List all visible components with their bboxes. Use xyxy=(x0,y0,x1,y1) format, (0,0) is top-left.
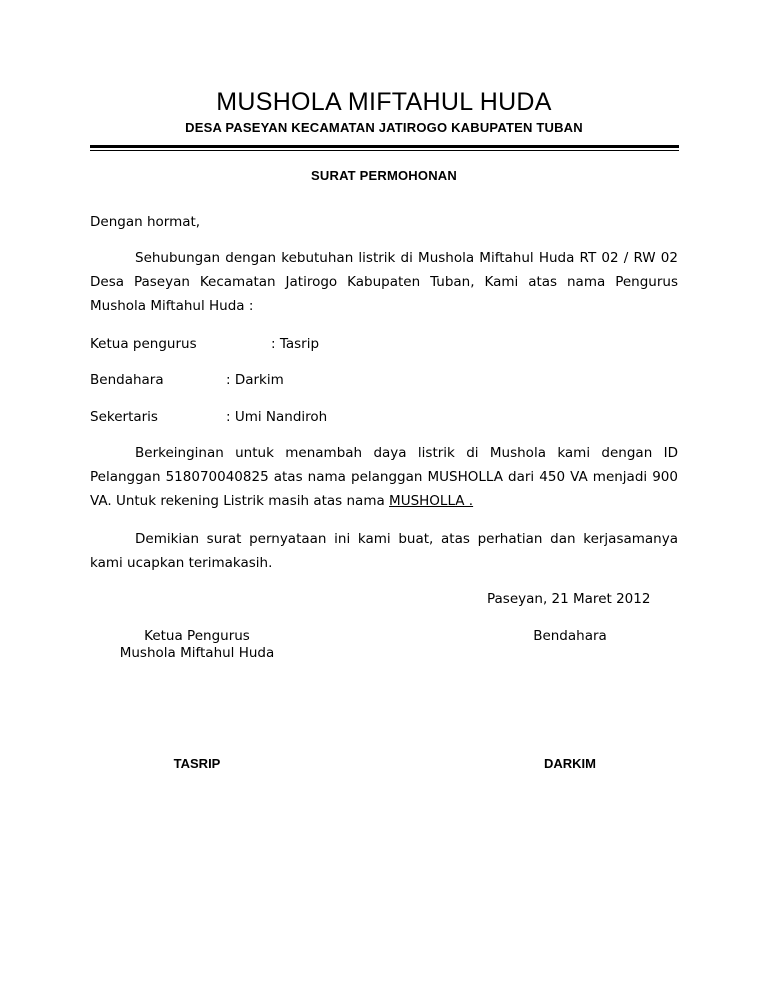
signature-left-name: TASRIP xyxy=(173,756,221,771)
letterhead-divider-thick xyxy=(90,145,679,148)
signature-left-title xyxy=(97,628,297,662)
officer-value-treasurer: : Darkim xyxy=(226,372,284,388)
letterhead-subtitle: DESA PASEYAN KECAMATAN JATIROGO KABUPATEN TUBAN xyxy=(185,120,583,135)
paragraph-intro xyxy=(90,246,678,318)
paragraph-closing-text: Demikian surat pernyataan ini kami buat, atas perhatian dan kerjasamanya kami ucapkan terimakasih. xyxy=(90,531,678,571)
account-name-underlined: MUSHOLLA . xyxy=(389,493,474,509)
paragraph-request xyxy=(90,441,678,513)
letterhead-title: MUSHOLA MIFTAHUL HUDA xyxy=(216,88,552,116)
signature-right-name: DARKIM xyxy=(544,756,596,771)
paragraph-intro-text: Sehubungan dengan kebutuhan listrik di Mushola Miftahul Huda RT 02 / RW 02 Desa Paseyan Kecamatan Jatirogo Kabupaten Tuban, Kami atas nama Pengurus Mushola Miftahul Huda : xyxy=(90,250,678,314)
signature-left-title-line1: Ketua Pengurus xyxy=(144,628,250,644)
greeting: Dengan hormat, xyxy=(90,214,201,230)
letter-heading: SURAT PERMOHONAN xyxy=(311,168,457,183)
officer-role-chairman: Ketua pengurus xyxy=(90,336,197,352)
paragraph-request-text: Berkeinginan untuk menambah daya listrik di Mushola kami dengan ID Pelanggan 518070040825 atas nama pelanggan MUSHOLLA dari 450 VA menjadi 900 VA. Untuk rekening Listrik masih atas nama xyxy=(90,445,678,509)
signature-right-title: Bendahara xyxy=(533,628,607,644)
place-date: Paseyan, 21 Maret 2012 xyxy=(487,591,651,607)
paragraph-closing xyxy=(90,527,678,575)
officer-value-secretary: : Umi Nandiroh xyxy=(226,409,328,425)
officer-role-secretary: Sekertaris xyxy=(90,409,158,425)
officer-role-treasurer: Bendahara xyxy=(90,372,164,388)
signature-left-title-line2: Mushola Miftahul Huda xyxy=(119,645,275,661)
letterhead-divider-thin xyxy=(90,150,679,151)
officer-value-chairman: : Tasrip xyxy=(271,336,320,352)
